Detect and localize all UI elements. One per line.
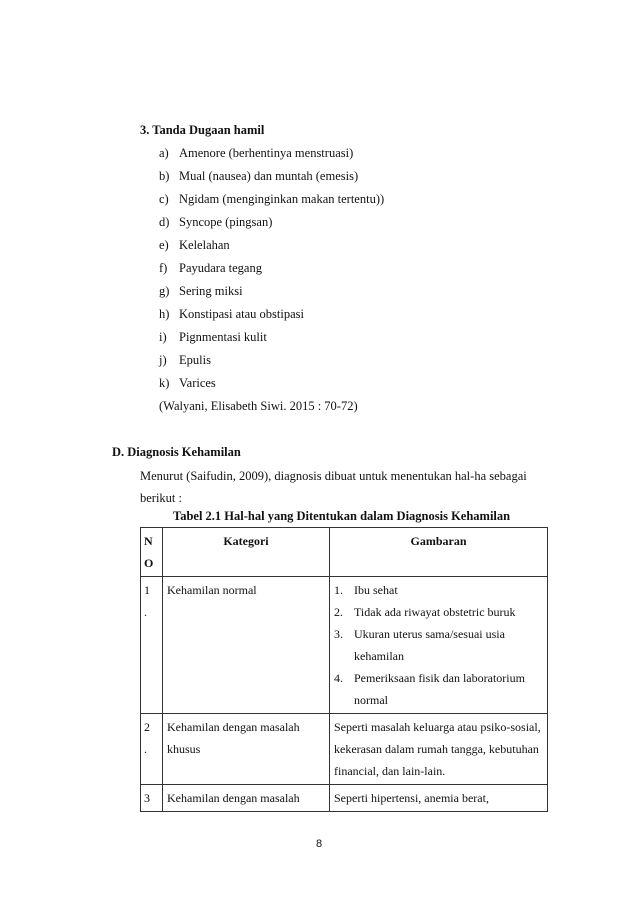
list-item: k) Varices <box>159 376 216 390</box>
citation: (Walyani, Elisabeth Siwi. 2015 : 70-72) <box>159 399 358 413</box>
list-item: b) Mual (nausea) dan muntah (emesis) <box>159 169 359 183</box>
header-kategori: Kategori <box>163 528 330 577</box>
cell-no: 1 . <box>141 577 163 714</box>
gambaran-item: 3. Ukuran uterus sama/sesuai usia kehamilan <box>334 627 505 663</box>
cell-kategori: Kehamilan normal <box>163 577 330 714</box>
intro-paragraph-line: Menurut (Saifudin, 2009), diagnosis dibuat untuk menentukan hal-ha sebagai <box>140 469 527 483</box>
table-row <box>141 577 548 714</box>
cell-gambaran <box>330 577 548 714</box>
cell-gambaran: Seperti masalah keluarga atau psiko-sosial, kekerasan dalam rumah tangga, kebutuhan financial, dan lain-lain. <box>330 714 548 785</box>
section-3-heading: 3. Tanda Dugaan hamil <box>140 123 265 137</box>
cell-kategori: Kehamilan dengan masalah khusus <box>163 714 330 785</box>
list-item: f) Payudara tegang <box>159 261 262 275</box>
table-row <box>141 714 548 785</box>
cell-gambaran: Seperti hipertensi, anemia berat, <box>330 785 548 812</box>
section-d-heading: D. Diagnosis Kehamilan <box>112 445 241 459</box>
list-item: i) Pignmentasi kulit <box>159 330 267 344</box>
gambaran-item: 4. Pemeriksaan fisik dan laboratorium normal <box>334 671 525 707</box>
list-item: g) Sering miksi <box>159 284 243 298</box>
table-caption: Tabel 2.1 Hal-hal yang Ditentukan dalam Diagnosis Kehamilan <box>173 509 511 523</box>
list-item: d) Syncope (pingsan) <box>159 215 273 229</box>
gambaran-item: 1. Ibu sehat <box>334 583 398 597</box>
intro-paragraph-line: berikut : <box>140 491 183 505</box>
diagnosis-table <box>140 527 548 812</box>
list-item: a) Amenore (berhentinya menstruasi) <box>159 146 354 160</box>
header-no: N O <box>141 528 163 577</box>
page-number: 8 <box>315 838 323 850</box>
cell-no: 2 . <box>141 714 163 785</box>
header-gambaran: Gambaran <box>330 528 548 577</box>
gambaran-item: 2. Tidak ada riwayat obstetric buruk <box>334 605 516 619</box>
list-item: j) Epulis <box>159 353 211 367</box>
list-item: e) Kelelahan <box>159 238 230 252</box>
cell-no: 3 <box>141 785 163 812</box>
table-header-row <box>141 528 548 577</box>
list-item: c) Ngidam (menginginkan makan tertentu)) <box>159 192 385 206</box>
list-item: h) Konstipasi atau obstipasi <box>159 307 304 321</box>
cell-kategori: Kehamilan dengan masalah <box>163 785 330 812</box>
table-row <box>141 785 548 812</box>
